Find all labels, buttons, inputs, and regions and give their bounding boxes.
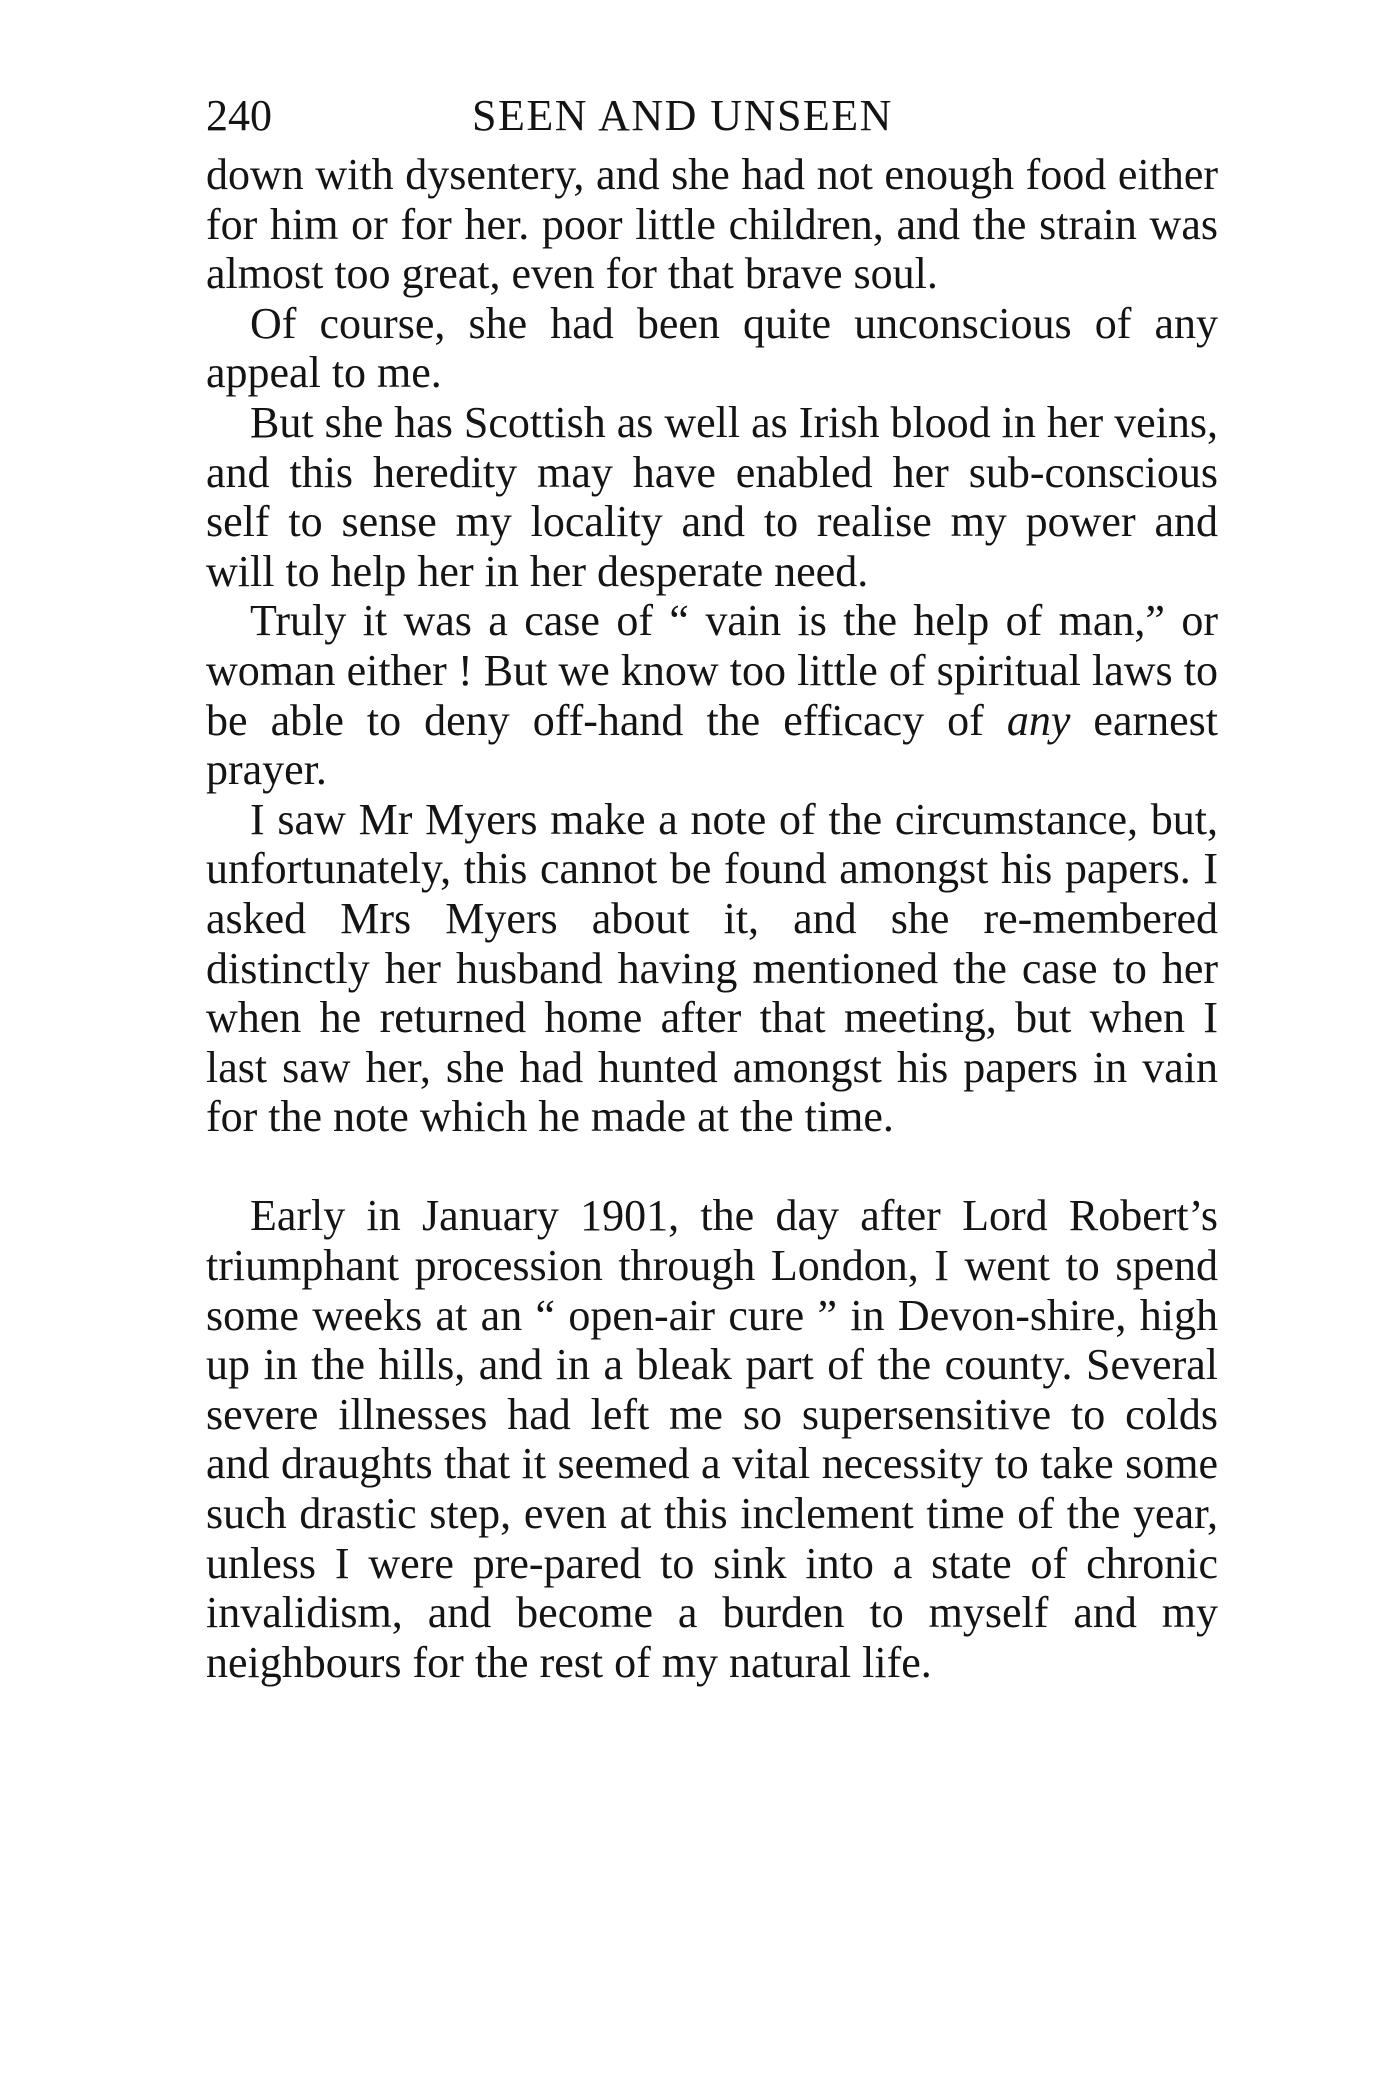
paragraph [206, 596, 1218, 794]
paragraph-section-start: Early in January 1901, the day after Lord Robert’s triumphant procession through London, I went to spend some weeks at an “ open-air cure ” in Devon-shire, high up in the hills, and in a bleak part of the county. Several severe illnesses had left me so supersensitive to colds and draughts that it seemed a vital necessity to take some such drastic step, even at this inclement time of the year, unless I were pre-pared to sink into a state of chronic invalidism, and become a burden to myself and my neighbours for the rest of my natural life. [206, 1191, 1218, 1687]
page-number: 240 [206, 91, 272, 140]
page-header [206, 86, 1218, 146]
paragraph: Of course, she had been quite unconscious of any appeal to me. [206, 298, 1218, 398]
paragraph: I saw Mr Myers make a note of the circumstance, but, unfortunately, this cannot be found amongst his papers. I asked Mrs Myers about it, and she re-membered distinctly her husband having mentioned the case to her when he returned home after that meeting, but when I last saw her, she had hunted amongst his papers in vain for the note which he made at the time. [206, 794, 1218, 1142]
running-head-title: SEEN AND UNSEEN [472, 91, 893, 140]
paragraph-continued: down with dysentery, and she had not enough food either for him or for her. poor little children, and the strain was almost too great, even for that brave soul. [206, 150, 1218, 299]
body-text [206, 150, 1218, 1687]
paragraph: But she has Scottish as well as Irish blood in her veins, and this heredity may have enabled her sub-conscious self to sense my locality and to realise my power and will to help her in her desperate need. [206, 397, 1218, 596]
emphasized-word: any [1006, 695, 1071, 745]
paragraph-text: earnest prayer. [206, 695, 1219, 795]
paragraph-text: Truly it was a case of “ vain is the help of man,” or woman either ! But we know too little of spiritual laws to be able to deny off-hand the efficacy of [206, 596, 1218, 745]
